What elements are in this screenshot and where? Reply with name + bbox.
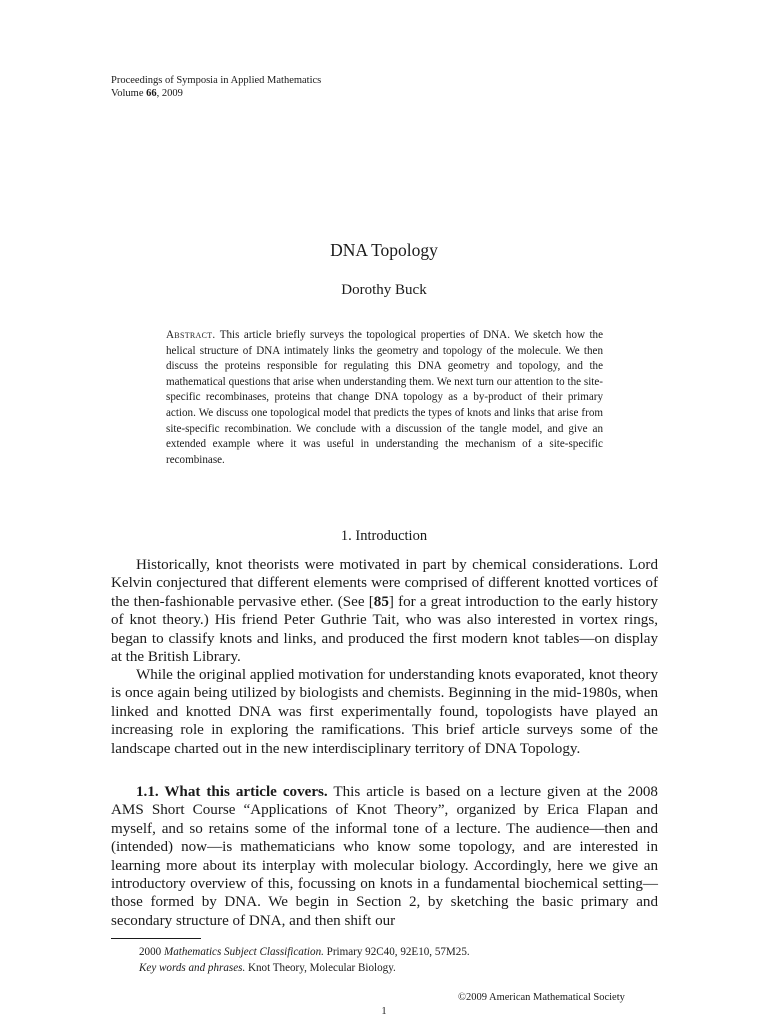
paragraph-3-text: This article is based on a lecture given at the 2008 AMS Short Course “Applications of Knot Theory”, organized by Erica Flapan and myself, and so retains some of the informal tone of a lecture. The audience—then and (intended) now—is mathematicians who know some topology, and are interested in learning more about its interplay with molecular biology. Accordingly, here we give an introductory overview of this, focussing on knots in a fundamental biochemical setting—those formed by DNA. We begin in Section 2, by sketching the basic primary and secondary structure of DNA, and then shift our <box>111 784 658 929</box>
keywords-text: Knot Theory, Molecular Biology. <box>248 961 396 974</box>
msc-year: 2000 <box>139 946 162 958</box>
paragraph-3 <box>111 783 658 930</box>
paragraph-2-text: While the original applied motivation for understanding knots evaporated, knot theory is once again being utilized by biologists and chemists. Beginning in the mid-1980s, when linked and knotted DNA was first experimentally found, topologists have played an increasing role in exploring the ramifications. This brief article surveys some of the landscape charted out in the new interdisciplinary territory of DNA Topology. <box>111 667 658 757</box>
paragraph-1-text-a: Historically, knot theorists were motivated in part by chemical considerations. Lord Kelvin conjectured that different elements were comprised of different knotted vortices of the then-fashionable pervasive ether. (See [ <box>111 557 658 610</box>
subsection-heading: 1.1. What this article covers. <box>136 784 328 800</box>
journal-volume <box>111 87 321 100</box>
page-number: 1 <box>381 1006 387 1017</box>
abstract-text: This article briefly surveys the topological properties of DNA. We sketch how the helical structure of DNA intimately links the geometry and topology of the molecule. We then discuss the proteins responsible for regulating this DNA geometry and topology, and the mathematical questions that arise when understanding them. We next turn our attention to the site-specific recombinases, proteins that change DNA topology as a by-product of their primary action. We discuss one topological model that predicts the types of knots and links that arise from site-specific recombination. We conclude with a discussion of the tangle model, and give an extended example where it was useful in understanding the mechanism of a site-specific recombinase. <box>166 329 603 466</box>
citation-ref: 85 <box>373 593 389 610</box>
paper-title: DNA Topology <box>330 240 438 260</box>
footnote-msc <box>139 945 470 961</box>
journal-name: Proceedings of Symposia in Applied Mathematics <box>111 75 322 86</box>
footnote-rule <box>111 938 201 939</box>
paragraph-2 <box>111 666 658 758</box>
volume-year: , 2009 <box>156 88 183 99</box>
msc-text: Primary 92C40, 92E10, 57M25. <box>326 946 470 958</box>
copyright-notice: ©2009 American Mathematical Society <box>458 992 625 1003</box>
volume-label: Volume <box>111 88 144 99</box>
msc-label: Mathematics Subject Classification. <box>163 946 324 958</box>
footnotes <box>139 945 470 976</box>
abstract-label: Abstract. <box>166 329 216 341</box>
keywords-label: Key words and phrases. <box>139 961 246 974</box>
paper-author: Dorothy Buck <box>341 282 427 298</box>
volume-number: 66 <box>146 88 157 99</box>
journal-header <box>111 74 321 100</box>
paragraph-1-text-b: ] for a great introduction to the early history of knot theory.) His friend Peter Guthrie Tait, who was also interested in vortex rings, began to classify knots and links, and produced the first modern knot tables—on display at the British Library. <box>111 593 658 666</box>
paragraph-1 <box>111 556 658 666</box>
footnote-keywords <box>139 961 470 977</box>
abstract <box>166 328 603 468</box>
section-heading: 1. Introduction <box>340 528 428 544</box>
